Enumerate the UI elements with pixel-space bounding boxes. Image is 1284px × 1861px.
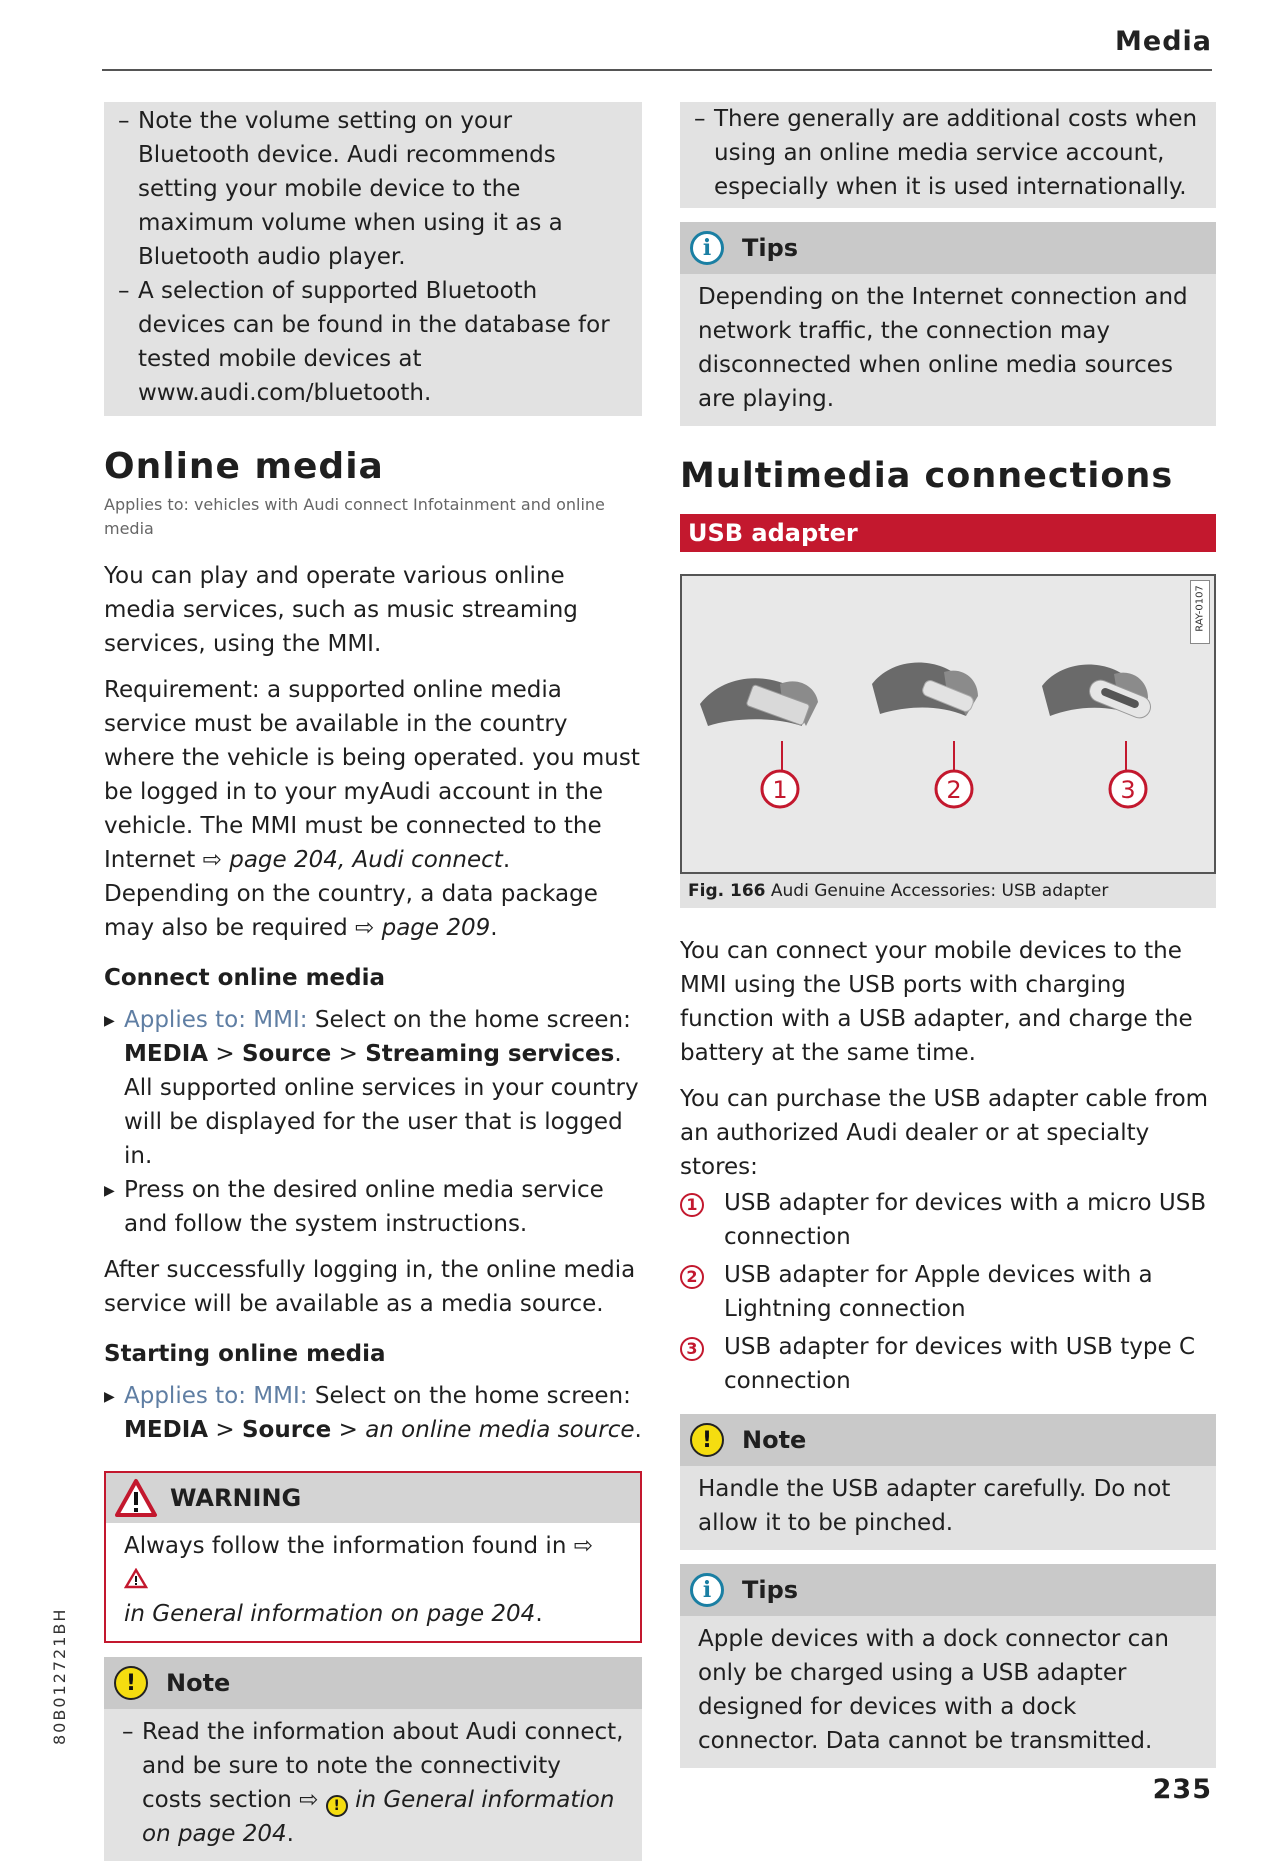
page-number: 235 <box>1152 1774 1212 1805</box>
micro-usb-adapter <box>700 678 818 771</box>
usb-adapters-illustration <box>682 576 1214 872</box>
exclamation-icon: ! <box>690 1423 724 1457</box>
note-text: Handle the USB adapter carefully. Do not allow it to be pinched. <box>680 1466 1216 1550</box>
usb-purchase-text: You can purchase the USB adapter cable from an authorized Audi dealer or at specialty stores: <box>680 1086 1209 1180</box>
section-header: Media <box>1115 26 1212 57</box>
costs-box <box>680 102 1216 208</box>
warning-small-icon <box>124 1568 148 1589</box>
warning-header: WARNING <box>106 1473 640 1523</box>
online-media-intro: You can play and operate various online media services, such as music streaming services, using the MMI. <box>104 563 578 657</box>
list-item: ▶ Applies to: MMI: Select on the home screen: MEDIA > Source > an online media source. <box>104 1383 642 1443</box>
list-item: ▶ Applies to: MMI: Select on the home screen: MEDIA > Source > Streaming services. All supported online services in your country will be displayed for the user that is logged in. <box>104 1007 639 1169</box>
adapter-list <box>680 1186 1216 1398</box>
tips-header: i Tips <box>680 1564 1216 1616</box>
document-code: 80B012721BH <box>50 1607 69 1745</box>
warning-box <box>104 1471 642 1643</box>
svg-text:2: 2 <box>946 776 962 804</box>
list-item: ▶ Press on the desired online media service and follow the system instructions. <box>104 1177 604 1237</box>
figure-code: RAY-0107 <box>1194 585 1206 632</box>
page-reference-link[interactable]: in General information on page 204 <box>124 1601 536 1627</box>
list-item: – A selection of supported Bluetooth devices can be found in the database for tested mobile devices at www.audi.com/bluetooth. <box>118 278 610 406</box>
after-login-text: After successfully logging in, the online media service will be available as a media source. <box>104 1257 636 1317</box>
figure-code-box <box>1190 580 1210 644</box>
multimedia-connections-title: Multimedia connections <box>680 456 1174 496</box>
left-column <box>104 102 642 1861</box>
bluetooth-notes-box <box>104 102 642 416</box>
info-icon: i <box>690 231 724 265</box>
page-reference-link[interactable]: page 204, Audi connect <box>229 847 503 873</box>
list-item: – There generally are additional costs when using an online media service account, especially when it is used internationally. <box>694 106 1198 200</box>
list-item: 1 USB adapter for devices with a micro USB connection <box>680 1186 1216 1254</box>
callout-2 <box>936 771 972 807</box>
figure-caption: Fig. 166 Audi Genuine Accessories: USB adapter <box>680 874 1216 908</box>
note-header: ! Note <box>680 1414 1216 1466</box>
note-body <box>104 1709 642 1861</box>
note-box <box>104 1657 642 1861</box>
usb-connect-text: You can connect your mobile devices to the MMI using the USB ports with charging function with a USB adapter, and charge the battery at the same time. <box>680 938 1193 1066</box>
usb-c-adapter <box>1042 665 1154 771</box>
exclamation-icon: ! <box>114 1666 148 1700</box>
applies-to-note: Applies to: vehicles with Audi connect Infotainment and online media <box>104 495 605 538</box>
warning-text: Always follow the information found in ⇨ in General information on page 204. <box>124 1533 593 1627</box>
online-media-requirement: Requirement: a supported online media service must be available in the country where the vehicle is being operated. you must be logged in to your myAudi account in the vehicle. The MMI must be connected to the Internet ⇨ page 204, Audi connect. Depending on the country, a data package may also be required ⇨ page 209. <box>104 677 640 941</box>
info-icon: i <box>690 1573 724 1607</box>
callout-3 <box>1110 771 1146 807</box>
tips-box <box>680 1564 1216 1768</box>
list-item: – Note the volume setting on your Bluetooth device. Audi recommends setting your mobile device to the maximum volume when using it as a Bluetooth audio player. <box>118 108 563 270</box>
svg-text:3: 3 <box>1120 776 1136 804</box>
starting-online-media-heading: Starting online media <box>104 1341 386 1367</box>
tips-header: i Tips <box>680 222 1216 274</box>
warning-triangle-icon <box>114 1478 158 1518</box>
list-item: 2 USB adapter for Apple devices with a Lightning connection <box>680 1258 1216 1326</box>
page-reference-link[interactable]: page 209 <box>381 915 491 941</box>
callout-1 <box>762 771 798 807</box>
connect-online-media-heading: Connect online media <box>104 965 386 991</box>
usb-adapter-bar: USB adapter <box>680 514 1216 552</box>
usb-adapter-figure <box>680 574 1216 874</box>
note-box <box>680 1414 1216 1550</box>
note-header: ! Note <box>104 1657 642 1709</box>
right-column <box>680 102 1216 1768</box>
tips-text: Apple devices with a dock connector can only be charged using a USB adapter designed for devices with a dock connector. Data cannot be transmitted. <box>680 1616 1216 1768</box>
svg-text:1: 1 <box>772 776 788 804</box>
online-media-title: Online media <box>104 446 384 487</box>
page-reference-link[interactable]: in General information on page 204 <box>142 1787 615 1847</box>
tips-text: Depending on the Internet connection and network traffic, the connection may disconnected when online media sources are playing. <box>680 274 1216 426</box>
list-item: 3 USB adapter for devices with USB type C connection <box>680 1330 1216 1398</box>
note-small-icon: ! <box>326 1795 348 1817</box>
tips-box <box>680 222 1216 426</box>
list-item: – Read the information about Audi connect, and be sure to note the connectivity costs section ⇨ ! in General information on page 204. <box>122 1719 624 1847</box>
header-rule <box>102 69 1212 71</box>
lightning-adapter <box>872 663 978 771</box>
